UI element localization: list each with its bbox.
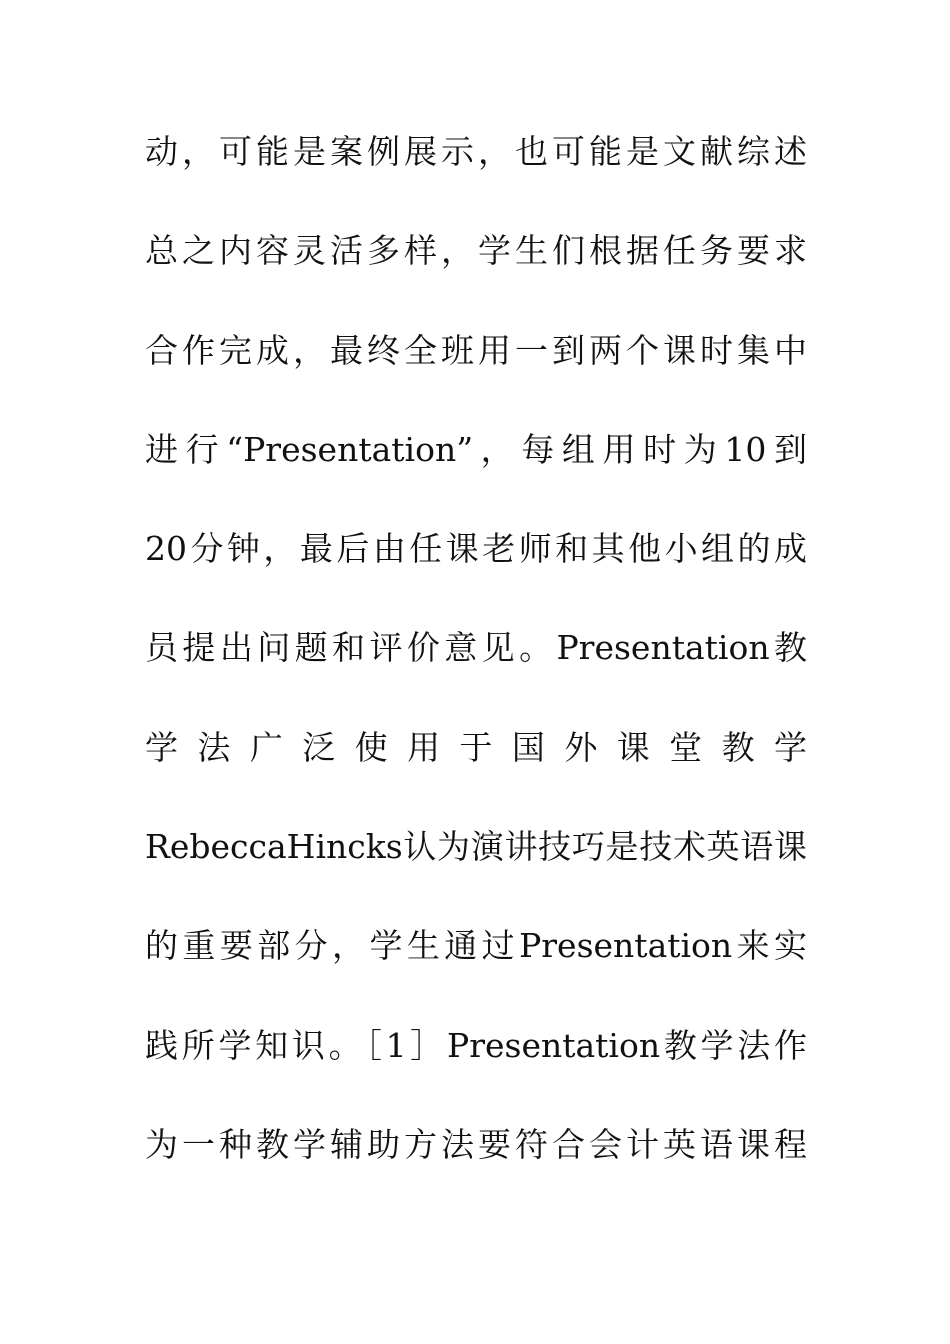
text-line: 动，可能是案例展示，也可能是文献综述 [145,132,807,171]
text-line: 为一种教学辅助方法要符合会计英语课程 [145,1124,807,1164]
text-line: 的重要部分，学生通过Presentation来实 [145,926,807,966]
text-line: 20分钟，最后由任课老师和其他小组的成 [145,529,807,569]
body-text [145,124,807,1216]
text-line: 员提出问题和评价意见。Presentation教 [145,628,807,668]
text-line: RebeccaHincks认为演讲技巧是技术英语课 [145,827,807,867]
text-line: 学 法 广 泛 使 用 于 国 外 课 堂 教 学 [145,727,807,767]
text-line: 践所学知识。［1］Presentation教学法作 [145,1025,807,1065]
text-line: 总之内容灵活多样，学生们根据任务要求 [145,231,807,271]
text-line: 合作完成，最终全班用一到两个课时集中 [145,330,807,370]
text-line: 进行“Presentation”，每组用时为10到 [145,429,807,469]
